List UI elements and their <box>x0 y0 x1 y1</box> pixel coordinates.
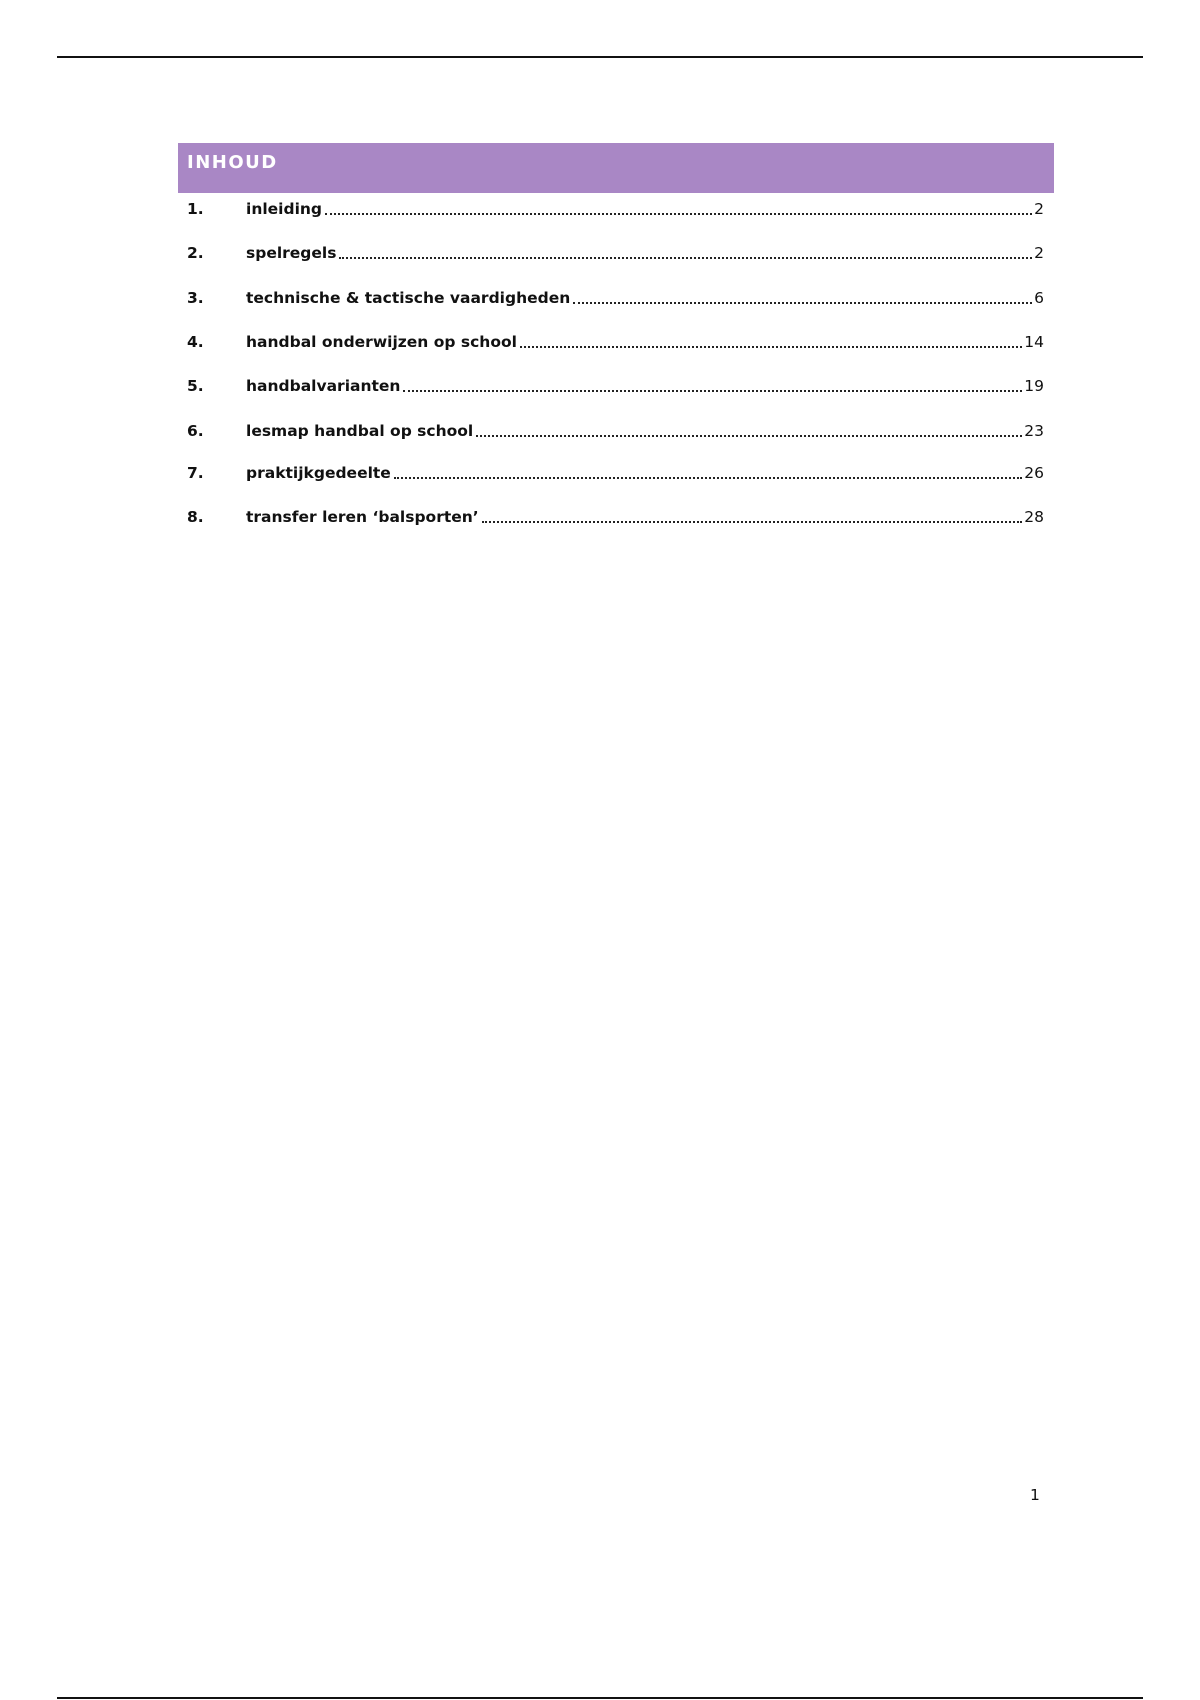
toc-dot-leader <box>520 346 1022 348</box>
toc-entry-1[interactable] <box>178 195 1044 219</box>
toc-entry-number: 4. <box>187 333 204 351</box>
toc-entry-page: 2 <box>1034 244 1044 262</box>
table-of-contents <box>178 143 1054 526</box>
footer-page-number: 1 <box>1030 1486 1040 1504</box>
toc-entry-title: technische & tactische vaardigheden <box>246 289 571 307</box>
toc-entry-number: 6. <box>187 422 204 440</box>
toc-entry-5[interactable] <box>178 372 1044 396</box>
toc-entry-page: 28 <box>1024 508 1044 526</box>
toc-dot-leader <box>482 521 1023 523</box>
toc-dot-leader <box>394 477 1022 479</box>
toc-dot-leader <box>339 257 1032 259</box>
toc-entry-title: praktijkgedeelte <box>246 464 391 482</box>
toc-entry-number: 7. <box>187 464 204 482</box>
toc-entry-6[interactable] <box>178 417 1044 441</box>
toc-entry-number: 2. <box>187 244 204 262</box>
toc-entry-number: 5. <box>187 377 204 395</box>
toc-entry-title: handbal onderwijzen op school <box>246 333 517 351</box>
toc-entry-number: 3. <box>187 289 204 307</box>
toc-entry-title: lesmap handbal op school <box>246 422 474 440</box>
toc-entry-2[interactable] <box>178 239 1044 263</box>
toc-entry-title: inleiding <box>246 200 323 218</box>
toc-entry-title: transfer leren ‘balsporten’ <box>246 508 479 526</box>
toc-heading-band <box>178 143 1054 193</box>
toc-entry-page: 19 <box>1024 377 1044 395</box>
toc-entry-4[interactable] <box>178 328 1044 352</box>
toc-entry-page: 26 <box>1024 464 1044 482</box>
toc-entry-3[interactable] <box>178 284 1044 308</box>
toc-entry-title: handbalvarianten <box>246 377 401 395</box>
toc-entry-page: 14 <box>1024 333 1044 351</box>
header-rule <box>57 56 1143 58</box>
toc-entry-7[interactable] <box>178 459 1044 483</box>
footer-rule <box>57 1697 1143 1699</box>
toc-dot-leader <box>573 302 1032 304</box>
toc-entry-8[interactable] <box>178 503 1044 527</box>
toc-entry-page: 6 <box>1034 289 1044 307</box>
toc-entry-number: 8. <box>187 508 204 526</box>
toc-dot-leader <box>403 390 1022 392</box>
toc-dot-leader <box>325 213 1032 215</box>
toc-heading: INHOUD <box>187 152 278 173</box>
toc-entry-page: 2 <box>1034 200 1044 218</box>
toc-entry-title: spelregels <box>246 244 337 262</box>
toc-entry-number: 1. <box>187 200 204 218</box>
toc-entry-page: 23 <box>1024 422 1044 440</box>
toc-dot-leader <box>476 435 1022 437</box>
